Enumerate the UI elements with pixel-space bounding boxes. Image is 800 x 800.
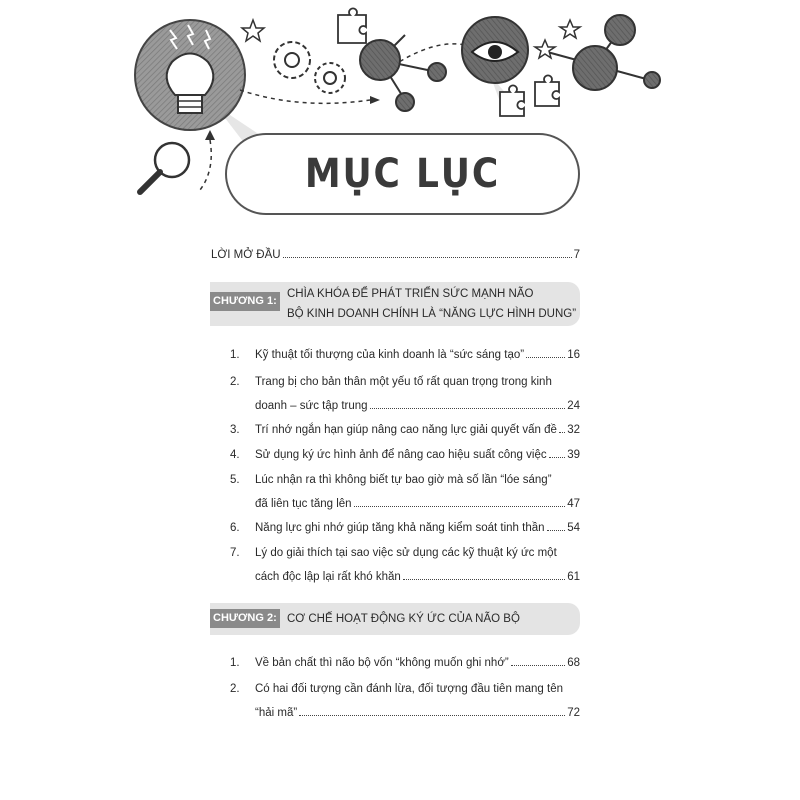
toc-entry-label: Sử dụng ký ức hình ảnh để nâng cao hiệu suất công việc xyxy=(255,449,547,461)
toc-entry-label: Lý do giải thích tại sao việc sử dụng các kỹ thuật ký ức một xyxy=(255,547,557,559)
toc-page-number: 72 xyxy=(567,707,580,719)
page-title-frame xyxy=(225,133,580,215)
toc-entry-label: Về bản chất thì não bộ vốn “không muốn ghi nhớ” xyxy=(255,657,509,669)
leader-dots xyxy=(370,408,566,409)
chapter-title-line: CHÌA KHÓA ĐỂ PHÁT TRIỂN SỨC MẠNH NÃO xyxy=(287,288,534,300)
toc-page-number: 24 xyxy=(567,400,580,412)
toc-page-number: 7 xyxy=(573,249,580,261)
gear-icon xyxy=(274,42,345,93)
toc-entry-label: Lúc nhận ra thì không biết tự bao giờ mà số lần “lóe sáng” xyxy=(255,474,552,486)
toc-page-number: 16 xyxy=(567,349,580,361)
eye-icon xyxy=(462,17,528,83)
toc-entry-label: Trang bị cho bản thân một yếu tố rất quan trọng trong kinh xyxy=(255,376,552,388)
toc-entry-label: LỜI MỞ ĐẦU xyxy=(211,249,281,261)
toc-entry[interactable] xyxy=(230,370,580,418)
leader-dots xyxy=(511,665,566,666)
toc-entry-label: “hải mã” xyxy=(255,707,298,719)
toc-page-number: 32 xyxy=(567,424,580,436)
toc-entry-preface[interactable] xyxy=(211,245,580,265)
leader-dots xyxy=(559,432,565,433)
lightbulb-icon xyxy=(135,20,245,130)
leader-dots xyxy=(299,715,565,716)
leader-dots xyxy=(283,257,572,258)
chapter-label: CHƯƠNG 2: xyxy=(210,609,280,628)
toc-entry-number: 2. xyxy=(230,683,240,695)
chapter-1-banner[interactable] xyxy=(210,282,580,326)
chapter-label: CHƯƠNG 1: xyxy=(210,292,280,311)
toc-entry-number: 1. xyxy=(230,657,240,669)
leader-dots xyxy=(526,357,565,358)
toc-page-number: 54 xyxy=(567,522,580,534)
toc-entry-number: 7. xyxy=(230,547,240,559)
toc-entry-number: 2. xyxy=(230,376,240,388)
toc-entry-number: 4. xyxy=(230,449,240,461)
chapter-title-line: BỘ KINH DOANH CHÍNH LÀ “NĂNG LỰC HÌNH DUNG” xyxy=(287,308,577,320)
toc-entry-label: Năng lực ghi nhớ giúp tăng khả năng kiểm soát tinh thần xyxy=(255,522,545,534)
toc-entry-label: đã liên tục tăng lên xyxy=(255,498,352,510)
toc-entry-label: Trí nhớ ngắn hạn giúp nâng cao năng lực giải quyết vấn đề xyxy=(255,424,557,436)
toc-page-number: 68 xyxy=(567,657,580,669)
toc-entry-number: 6. xyxy=(230,522,240,534)
toc-entry-number: 3. xyxy=(230,424,240,436)
page-title: MỤC LỤC xyxy=(304,151,501,197)
leader-dots xyxy=(403,579,565,580)
toc-page-number: 47 xyxy=(567,498,580,510)
toc-entry-label: Có hai đối tượng cần đánh lừa, đối tượng đầu tiên mang tên xyxy=(255,683,563,695)
toc-entry-label: doanh – sức tập trung xyxy=(255,400,368,412)
toc-entry[interactable] xyxy=(230,468,580,516)
toc-entry[interactable] xyxy=(230,541,580,589)
magnifier-icon xyxy=(140,143,189,192)
toc-entry[interactable] xyxy=(230,677,580,725)
chapter-title-line: CƠ CHẾ HOẠT ĐỘNG KÝ ỨC CỦA NÃO BỘ xyxy=(287,613,520,625)
toc-entry-number: 1. xyxy=(230,349,240,361)
chapter-2-banner[interactable] xyxy=(210,603,580,635)
toc-page-number: 39 xyxy=(567,449,580,461)
leader-dots xyxy=(549,457,566,458)
leader-dots xyxy=(354,506,566,507)
toc-entry-label: cách độc lập lại rất khó khăn xyxy=(255,571,401,583)
leader-dots xyxy=(547,530,566,531)
toc-page-number: 61 xyxy=(567,571,580,583)
toc-entry-number: 5. xyxy=(230,474,240,486)
toc-entry-label: Kỹ thuật tối thượng của kinh doanh là “sức sáng tạo” xyxy=(255,349,525,361)
